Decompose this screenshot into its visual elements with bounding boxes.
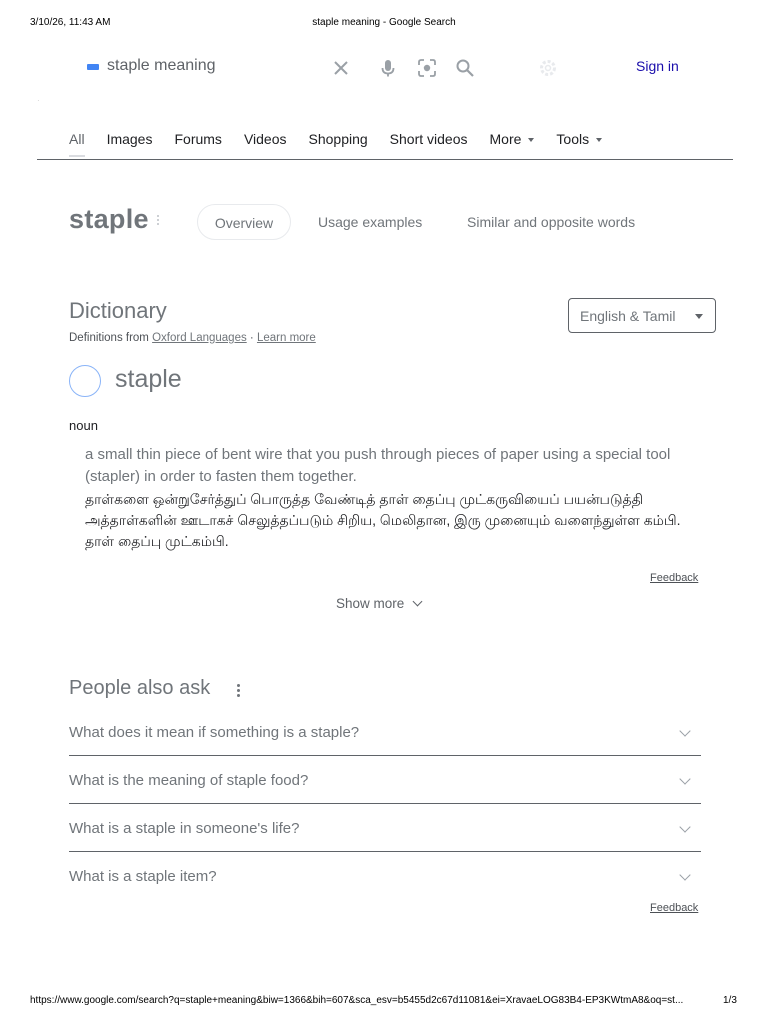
paa-question[interactable]: What does it mean if something is a staple? <box>69 708 701 756</box>
overview-chip[interactable]: Overview <box>197 204 291 240</box>
settings-icon[interactable] <box>537 57 559 79</box>
search-box-indicator <box>87 64 99 70</box>
usage-examples-chip[interactable]: Usage examples <box>318 214 423 230</box>
entity-title: staple <box>69 204 149 234</box>
language-select-label: English & Tamil <box>580 308 676 324</box>
print-page-number: 1/3 <box>723 995 737 1006</box>
tab-images[interactable]: Images <box>106 131 153 147</box>
paa-feedback-link[interactable]: Feedback <box>650 902 699 914</box>
tabs-divider <box>37 159 733 160</box>
chevron-down-icon <box>679 821 690 832</box>
tab-all[interactable]: All <box>69 131 85 147</box>
chevron-down-icon <box>679 725 690 736</box>
people-also-ask-list <box>69 708 701 900</box>
chevron-down-icon <box>679 869 690 880</box>
headword: staple <box>115 365 182 393</box>
part-of-speech: noun <box>69 418 98 433</box>
oxford-languages-link[interactable]: Oxford Languages <box>152 332 247 344</box>
search-input[interactable]: staple meaning <box>107 57 216 74</box>
dictionary-heading: Dictionary <box>69 298 167 323</box>
people-also-ask-heading: People also ask <box>69 677 211 699</box>
caret-down-icon <box>596 138 602 142</box>
search-tabs <box>69 131 624 147</box>
dropdown-caret-icon <box>695 314 703 319</box>
more-options-icon[interactable] <box>237 684 241 699</box>
definition-tamil: தாள்களை ஒன்றுசேர்த்துப் பொருத்த வேண்டித் தாள் தைப்பு முட்கருவியைப் பயன்படுத்தி அத்தாள்களின் ஊடாகச் செலுத்தப்படும் சிறிய, மெலிதான, இரு முனையும் வளைந்துள்ள கம்பி. தாள் தைப்பு முட்கம்பி. <box>85 491 681 549</box>
tab-shopping[interactable]: Shopping <box>308 131 368 147</box>
dictionary-feedback-link[interactable]: Feedback <box>650 572 699 584</box>
sign-in-link[interactable]: Sign in <box>636 58 679 74</box>
decorative-dot: · <box>37 96 40 105</box>
tab-videos[interactable]: Videos <box>243 131 287 147</box>
paa-question[interactable]: What is the meaning of staple food? <box>69 756 701 804</box>
print-url: https://www.google.com/search?q=staple+meaning&biw=1366&bih=607&sca_esv=b5455d2c67d11081&ei=XravaeLOG83B4-EP3KWtmA8&oq=st... <box>30 995 684 1006</box>
pronunciation-audio-button[interactable] <box>69 365 101 397</box>
lens-icon[interactable] <box>416 57 438 79</box>
similar-words-chip[interactable]: Similar and opposite words <box>467 214 636 230</box>
more-options-icon[interactable] <box>157 215 161 227</box>
chevron-down-icon <box>413 597 423 607</box>
print-title: staple meaning - Google Search <box>312 17 456 28</box>
print-datetime: 3/10/26, 11:43 AM <box>30 17 111 28</box>
definition-english: a small thin piece of bent wire that you push through pieces of paper using a special tool (stapler) in order to fasten them together. <box>85 446 671 485</box>
mic-icon[interactable] <box>377 57 399 79</box>
chevron-down-icon <box>679 773 690 784</box>
paa-question[interactable]: What is a staple item? <box>69 852 701 900</box>
clear-icon[interactable] <box>330 57 352 79</box>
caret-down-icon <box>528 138 534 142</box>
dictionary-source: Definitions from Oxford Languages · Learn more <box>69 332 316 344</box>
tab-more[interactable]: More <box>490 131 535 147</box>
search-icon[interactable] <box>454 57 476 79</box>
paa-question[interactable]: What is a staple in someone's life? <box>69 804 701 852</box>
tab-tools[interactable]: Tools <box>556 131 602 147</box>
tab-forums[interactable]: Forums <box>174 131 222 147</box>
tab-short-videos[interactable]: Short videos <box>389 131 468 147</box>
language-select[interactable] <box>568 298 716 333</box>
learn-more-link[interactable]: Learn more <box>256 332 316 344</box>
show-more-button[interactable]: Show more <box>336 596 421 611</box>
